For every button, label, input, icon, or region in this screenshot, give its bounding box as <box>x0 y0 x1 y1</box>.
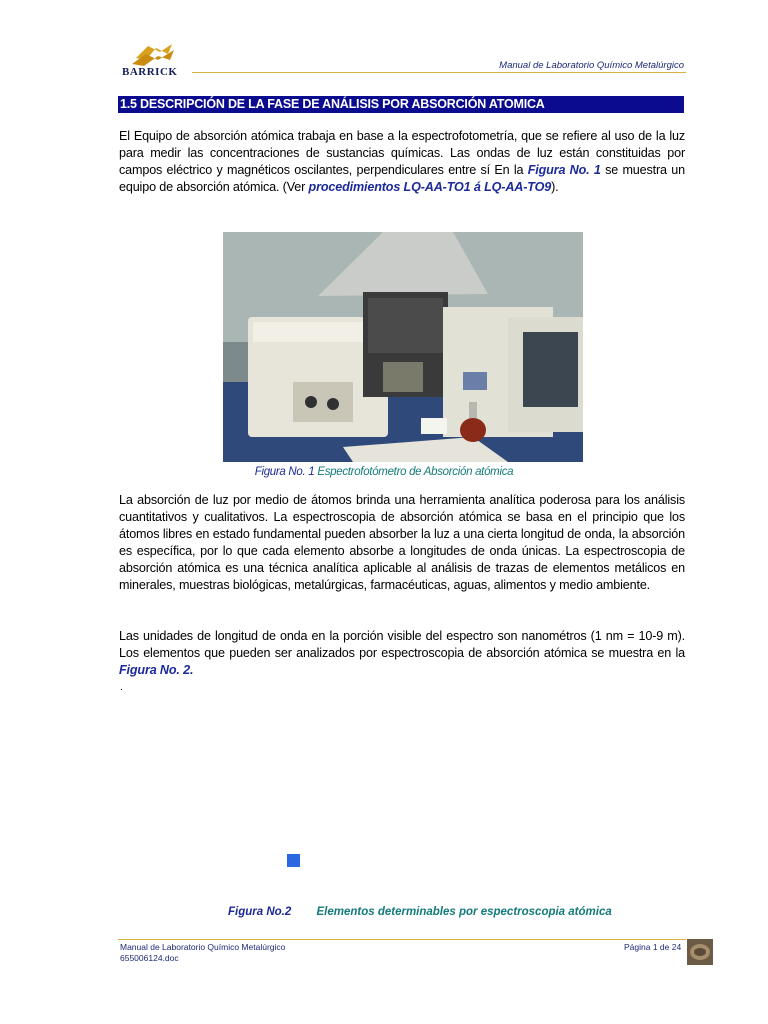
header-rule <box>192 72 686 73</box>
stray-period: . <box>120 682 123 693</box>
paragraph-intro-text-a: El Equipo de absorción atómica trabaja en base a la espectrofotometría, que se refiere al uso de la luz para medir las concentraciones de sustancias químicas. Las ondas de luz están constituidas por campos eléctrico y magnéticos oscilantes, perpendiculares entre sí En la <box>119 129 685 177</box>
figure-2-link[interactable]: Figura No. 2. <box>119 663 194 677</box>
paragraph-intro-text-b: se muestra un equipo de absorción atómica. (Ver <box>119 163 685 194</box>
figure-1-caption <box>0 466 768 478</box>
footer-rule <box>118 939 686 940</box>
spectrophotometer-photo <box>223 232 583 462</box>
figure-1-link[interactable]: Figura No. 1 <box>527 163 601 177</box>
company-name: BARRICK <box>122 66 178 78</box>
procedures-link[interactable]: procedimientos LQ-AA-TO1 á LQ-AA-TO9 <box>308 180 552 194</box>
paragraph-absorption <box>119 492 685 594</box>
section-heading-bar <box>118 96 684 113</box>
image-placeholder-icon <box>287 854 300 867</box>
paragraph-units <box>119 628 685 679</box>
figure-1-caption-text: Espectrofotómetro de Absorción atómica <box>317 466 514 478</box>
footer-file-name: 655006124.doc <box>120 953 179 963</box>
header-manual-title: Manual de Laboratorio Químico Metalúrgico <box>499 60 684 71</box>
paragraph-intro-text-c: ). <box>551 180 559 194</box>
paragraph-units-text: Las unidades de longitud de onda en la porción visible del espectro son nanométros (1 nm = 10-9 m). Los elementos que pueden ser analizados por espectroscopia de absorción atómica se muestra en la <box>119 629 685 660</box>
section-heading: 1.5 DESCRIPCIÓN DE LA FASE DE ANÁLISIS POR ABSORCIÓN ATOMICA <box>120 97 545 111</box>
emblem-icon <box>687 939 713 965</box>
paragraph-absorption-text: La absorción de luz por medio de átomos brinda una herramienta analítica poderosa para los análisis cuantitativos y cualitativos. La espectroscopia de absorción atómica se basa en el principio que los átomos libres en estado fundamental pueden absorber la luz a una cierta longitud de onda, la absorción es específica, por lo que cada elemento absorbe a longitudes de onda únicas. La espectroscopia de absorción atómica es una técnica analítica aplicable al análisis de trazas de elementos metálicos en minerales, muestras biológicas, metalúrgicas, farmacéuticas, aguas, alimentos y medio ambiente. <box>119 493 685 592</box>
figure-2-label: Figura No.2 <box>228 906 292 918</box>
figure-2-caption-text: Elementos determinables por espectroscopia atómica <box>316 906 612 918</box>
figure-1-label: Figura No. 1 <box>254 466 315 478</box>
footer-page-number: Página 1 de 24 <box>624 942 682 952</box>
footer-manual-title: Manual de Laboratorio Químico Metalúrgico <box>120 942 286 952</box>
figure-2-caption <box>228 906 612 918</box>
paragraph-intro <box>119 128 685 196</box>
